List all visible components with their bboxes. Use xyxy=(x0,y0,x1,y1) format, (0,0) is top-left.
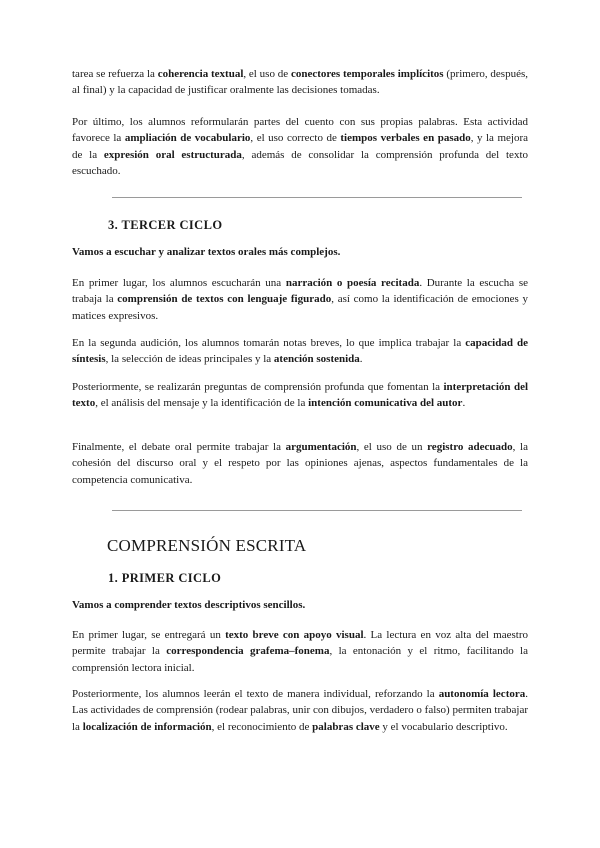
heading-primer-ciclo: 1. PRIMER CICLO xyxy=(108,571,222,585)
text-run: , la cohesión del discurso oral y el respeto por las opiniones ajenas, aspectos fundamentales de la competencia comunicativa. xyxy=(72,441,528,486)
intro-primer-ciclo: Vamos a comprender textos descriptivos sencillos. xyxy=(72,599,306,611)
bold-term: intención comunicativa del autor xyxy=(308,397,463,410)
bold-term: palabras clave xyxy=(312,720,380,733)
section-divider xyxy=(112,510,522,511)
text-run: y el vocabulario descriptivo. xyxy=(379,720,508,733)
text-run: , así como la identificación de emociones y matices expresivos. xyxy=(72,293,528,322)
text-run: , el uso de un xyxy=(356,441,428,453)
bold-term: ampliación de vocabulario xyxy=(124,132,251,145)
text-run: Por último, los alumnos reformularán partes del cuento con sus propias palabras. Esta actividad favorece la xyxy=(72,116,528,145)
text-run: , además de consolidar la comprensión profunda del texto escuchado. xyxy=(72,148,528,177)
bold-term: expresión oral estructurada xyxy=(103,148,242,161)
text-run: . xyxy=(462,397,466,410)
text-run: . La lectura en voz alta del maestro permite trabajar la xyxy=(72,629,528,658)
text-run: En la segunda audición, los alumnos tomarán notas breves, lo que implica trabajar la xyxy=(72,337,466,349)
bold-term: localización de información xyxy=(82,720,212,733)
bold-term: interpretación del texto xyxy=(72,381,529,410)
text-run: , la selección de ideas principales y la xyxy=(105,353,274,366)
heading-comprension-escrita: COMPRENSIÓN ESCRITA xyxy=(107,536,307,555)
bold-term: comprensión de textos con lenguaje figurado xyxy=(117,293,332,306)
paragraph-reformulacion xyxy=(72,114,528,179)
paragraph-primera-audicion xyxy=(72,275,528,324)
text-run: (primero, después, al final) y la capacidad de justificar oralmente las decisiones tomadas. xyxy=(72,68,528,97)
paragraph-debate xyxy=(72,439,528,488)
bold-term: narración o poesía recitada xyxy=(285,277,420,289)
intro-tercer-ciclo: Vamos a escuchar y analizar textos orales más complejos. xyxy=(72,246,341,258)
bold-term: argumentación xyxy=(285,441,357,453)
text-run: , el análisis del mensaje y la identificación de la xyxy=(95,397,309,410)
bold-term: atención sostenida xyxy=(273,353,360,366)
text-run: tarea se refuerza la xyxy=(72,68,158,80)
text-run: . xyxy=(359,353,363,366)
bold-term: registro adecuado xyxy=(427,441,513,453)
text-run: Posteriormente, los alumnos leerán el texto de manera individual, reforzando la xyxy=(72,688,439,700)
text-run: Posteriormente, se realizarán preguntas de comprensión profunda que fomentan la xyxy=(72,381,444,393)
text-run: , el uso de xyxy=(243,68,291,80)
section-divider xyxy=(112,197,522,198)
paragraph-lectura-individual xyxy=(72,686,528,735)
text-run: En primer lugar, los alumnos escucharán una xyxy=(72,277,286,289)
heading-tercer-ciclo: 3. TERCER CICLO xyxy=(108,218,223,232)
text-run: . Las actividades de comprensión (rodear palabras, unir con dibujos, verdadero o falso) permiten trabajar la xyxy=(72,688,528,733)
text-run: Finalmente, el debate oral permite trabajar la xyxy=(72,441,286,453)
bold-term: coherencia textual xyxy=(157,68,244,80)
bold-term: autonomía lectora xyxy=(438,688,526,700)
bold-term: texto breve con apoyo visual xyxy=(225,629,364,641)
bold-term: capacidad de síntesis xyxy=(72,337,528,366)
text-run: En primer lugar, se entregará un xyxy=(72,629,226,641)
text-run: , el uso correcto de xyxy=(250,132,341,145)
text-run: , el reconocimiento de xyxy=(211,720,313,733)
bold-term: correspondencia grafema–fonema xyxy=(166,645,330,658)
bold-term: conectores temporales implícitos xyxy=(290,68,444,80)
paragraph-texto-breve xyxy=(72,627,528,676)
bold-term: tiempos verbales en pasado xyxy=(340,132,471,145)
text-run: , y la mejora de la xyxy=(72,132,528,161)
text-run: . Durante la escucha se trabaja la xyxy=(72,277,528,306)
paragraph-coherencia xyxy=(72,66,528,99)
paragraph-preguntas xyxy=(72,379,528,412)
paragraph-segunda-audicion xyxy=(72,335,528,368)
text-run: , la entonación y el ritmo, facilitando la comprensión lectora inicial. xyxy=(72,645,528,674)
